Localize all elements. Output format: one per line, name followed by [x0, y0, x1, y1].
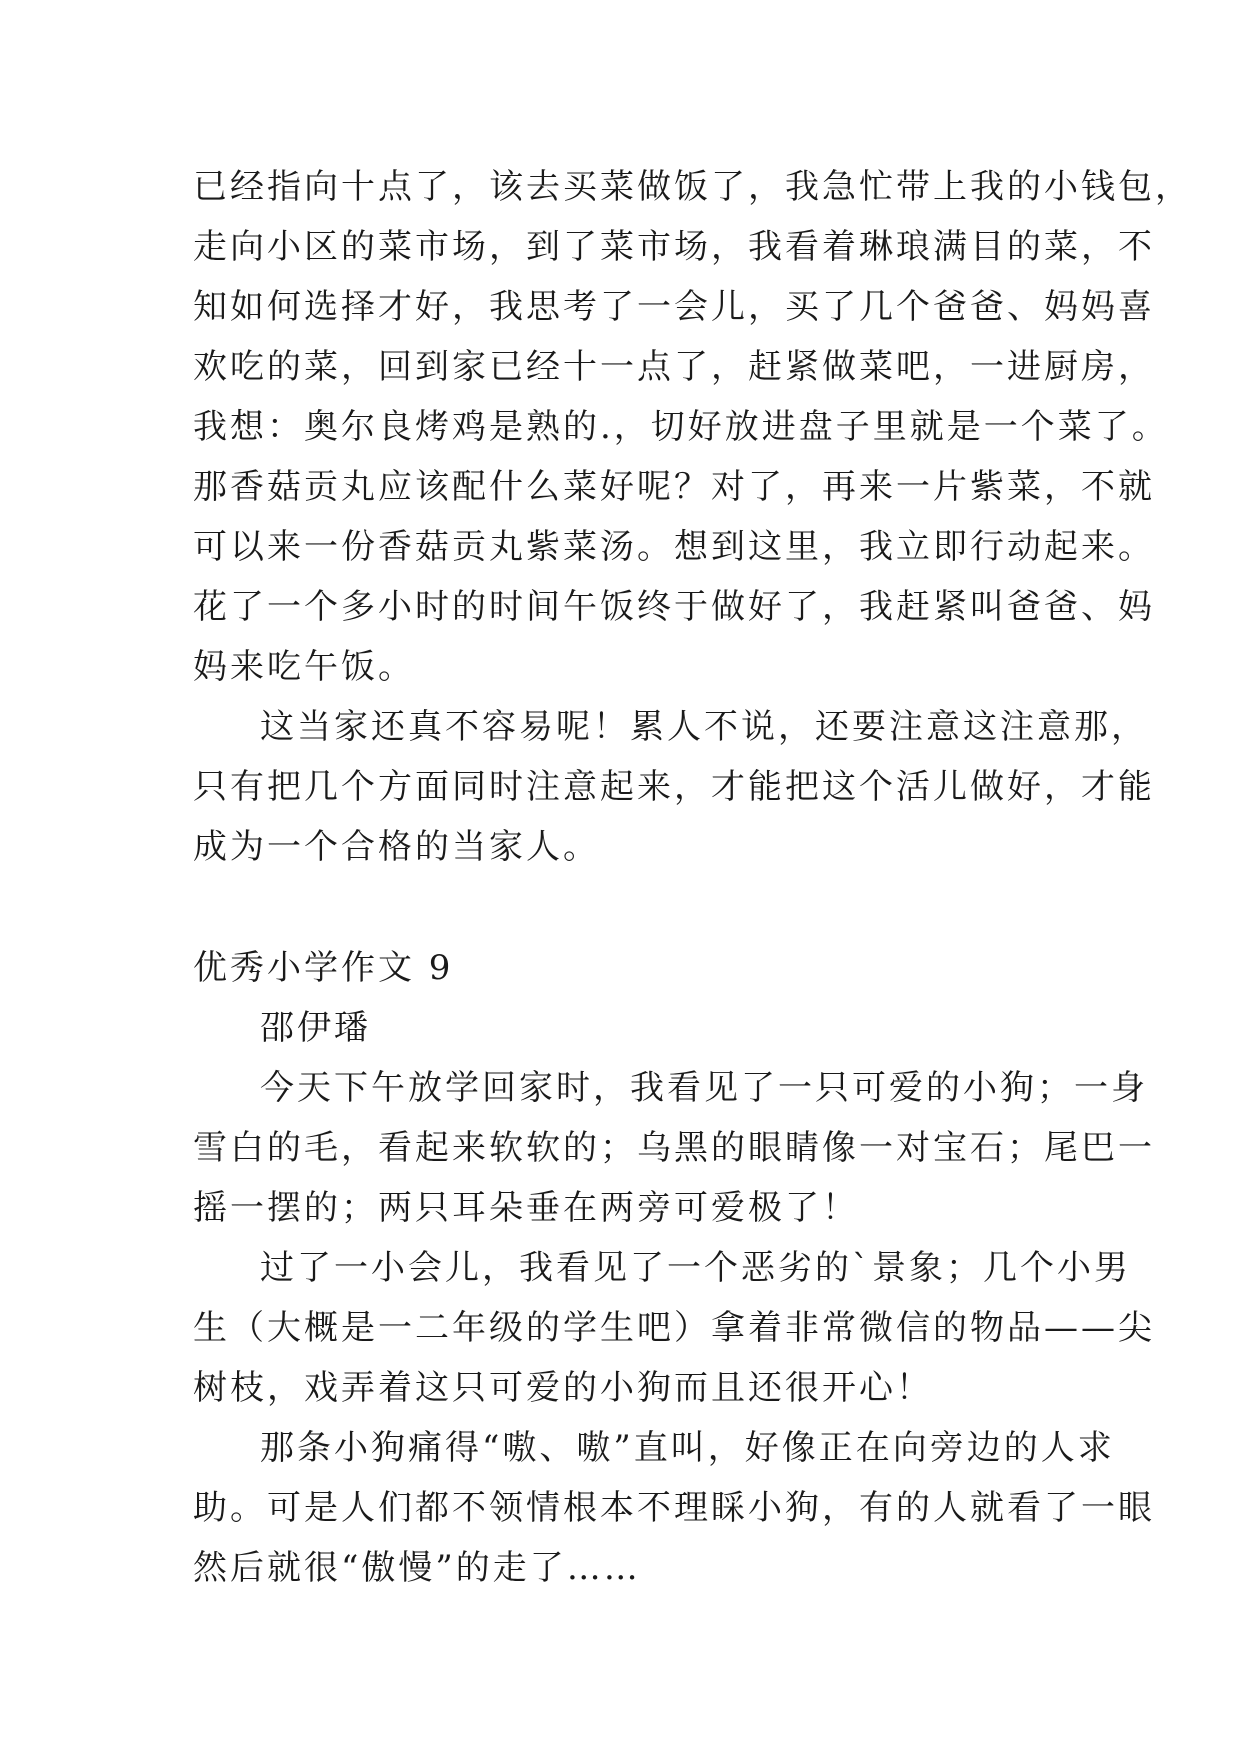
paragraph-line: 欢吃的菜，回到家已经十一点了，赶紧做菜吧，一进厨房，	[193, 347, 1155, 387]
paragraph-line: 已经指向十点了，该去买菜做饭了，我急忙带上我的小钱包，	[193, 167, 1192, 207]
paragraph-line: 然后就很“傲慢”的走了……	[193, 1548, 641, 1588]
paragraph-line: 成为一个合格的当家人。	[193, 827, 600, 867]
paragraph-line: 只有把几个方面同时注意起来，才能把这个活儿做好，才能	[193, 767, 1155, 807]
paragraph-line: 妈来吃午饭。	[193, 647, 415, 687]
paragraph-line: 摇一摆的；两只耳朵垂在两旁可爱极了！	[193, 1188, 859, 1228]
paragraph-line: 雪白的毛，看起来软软的；乌黑的眼睛像一对宝石；尾巴一	[193, 1128, 1155, 1168]
paragraph-line: 花了一个多小时的时间午饭终于做好了，我赶紧叫爸爸、妈	[193, 587, 1155, 627]
essay-title: 优秀小学作文 9	[193, 948, 454, 988]
paragraph-line: 今天下午放学回家时，我看见了一只可爱的小狗；一身	[260, 1068, 1148, 1108]
paragraph-line: 走向小区的菜市场，到了菜市场，我看着琳琅满目的菜，不	[193, 227, 1155, 267]
paragraph-line: 我想：奥尔良烤鸡是熟的.，切好放进盘子里就是一个菜了。	[193, 407, 1169, 447]
paragraph-line: 那香菇贡丸应该配什么菜好呢？对了，再来一片紫菜，不就	[193, 467, 1155, 507]
essay-author: 邵伊璠	[260, 1008, 371, 1048]
paragraph-line: 可以来一份香菇贡丸紫菜汤。想到这里，我立即行动起来。	[193, 527, 1155, 567]
paragraph-line: 那条小狗痛得“嗷、嗷”直叫，好像正在向旁边的人求	[260, 1428, 1115, 1468]
paragraph-line: 这当家还真不容易呢！累人不说，还要注意这注意那，	[260, 707, 1148, 747]
paragraph-line: 树枝，戏弄着这只可爱的小狗而且还很开心！	[193, 1368, 933, 1408]
paragraph-line: 知如何选择才好，我思考了一会儿，买了几个爸爸、妈妈喜	[193, 287, 1155, 327]
paragraph-line: 过了一小会儿，我看见了一个恶劣的`景象；几个小男	[260, 1248, 1131, 1288]
paragraph-line: 助。可是人们都不领情根本不理睬小狗，有的人就看了一眼	[193, 1488, 1155, 1528]
paragraph-line: 生（大概是一二年级的学生吧）拿着非常微信的物品——尖	[193, 1308, 1155, 1348]
